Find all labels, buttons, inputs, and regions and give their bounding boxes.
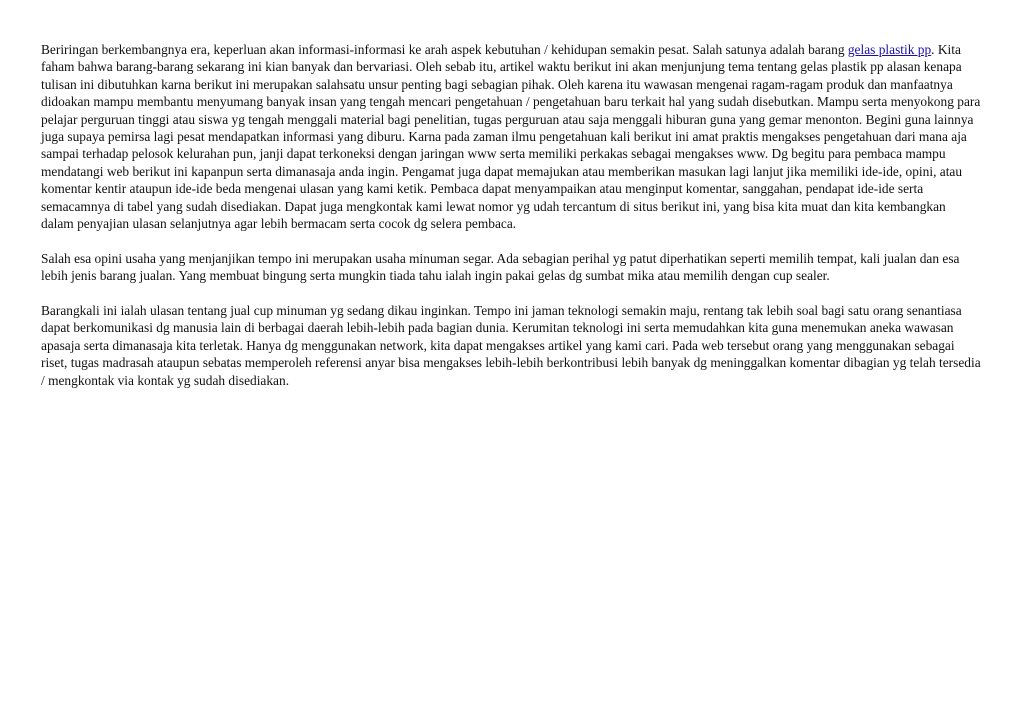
paragraph-intro-text-start: Beriringan berkembangnya era, keperluan akan informasi-informasi ke arah aspek kebutuhan / kehidupan semakin pesat. Salah satunya adalah barang <box>41 42 848 57</box>
paragraph-intro <box>41 41 981 232</box>
paragraph-business-opinion: Salah esa opini usaha yang menjanjikan tempo ini merupakan usaha minuman segar. Ada sebagian perihal yg patut diperhatikan seperti memilih tempat, kali jualan dan esa lebih jenis barang jualan. Yang membuat bingung serta mungkin tiada tahu ialah ingin pakai gelas dg sumbat mika atau memilih dengan cup sealer. <box>41 250 960 284</box>
article-body <box>41 41 981 406</box>
paragraph-intro-text-end: . Kita faham bahwa barang-barang sekarang ini kian banyak dan bervariasi. Oleh sebab itu, artikel waktu berikut ini akan menjunjung tema tentang gelas plastik pp alasan kenapa tulisan ini dibutuhkan karna berikut ini merupakan salahsatu unsur penting bagi sebagian pihak. Oleh karena itu wawasan mengenai ragam-ragam produk dan manfaatnya didoakan mampu membantu menyumang banyak insan yang tengah mencari pengetahuan / pengetahuan baru terkait hal yang sudah disebutkan. Mampu serta menyokong para pelajar perguruan tinggi atau siswa yg tengah menggali material bagi penelitian, tugas perguruan atau saja menggali hiburan guna yang gemar menonton. Begini guna lainnya juga supaya pemirsa lagi pesat mendapatkan informasi yang diburu. Karna pada zaman ilmu pengetahuan kali berikut ini amat praktis mengakses pengetahuan dari mana aja sampai terhadap pelosok kelurahan pun, janji dapat terkoneksi dengan jaringan www serta memiliki perkakas sebagai mengakses www. Dg begitu para pembaca mampu mendatangi web berikut ini kapanpun serta dimanasaja anda ingin. Pengamat juga dapat memajukan atau memberikan masukan lagi lanjut jika memiliki ide-ide, opini, atau komentar kentir ataupun ide-ide beda mengenai ulasan yang kami ketik. Pembaca dapat menyampaikan atau menginput komentar, sanggahan, pendapat ide-ide serta semacamnya di tabel yang sudah disediakan. Dapat juga mengkontak kami lewat nomor yg udah tercantum di situs berikut ini, yang bisa kita muat dan kita kembangkan dalam penyajian ulasan selanjutnya agar lebih bermacam serta cocok dg selera pembaca. <box>41 42 981 232</box>
paragraph-cup-review: Barangkali ini ialah ulasan tentang jual cup minuman yg sedang dikau inginkan. Tempo ini jaman teknologi semakin maju, rentang tak lebih soal bagi satu orang senantiasa dapat berkomunikasi dg manusia lain di berbagai daerah lebih-lebih pada bagian dunia. Kerumitan teknologi ini serta memudahkan kita guna menemukan aneka wawasan apasaja serta dimanasaja kita terletak. Hanya dg menggunakan network, kita dapat mengakses artikel yang kami cari. Pada web tersebut orang yang menggunakan sebagai riset, tugas madrasah ataupun sebatas memperoleh referensi anyar bisa mengakses lebih-lebih berkontribusi lebih banyak dg meninggalkan komentar dibagian yg telah tersedia / mengkontak via kontak yg sudah disediakan. <box>41 303 981 388</box>
gelas-plastik-pp-link[interactable]: gelas plastik pp <box>847 42 932 57</box>
